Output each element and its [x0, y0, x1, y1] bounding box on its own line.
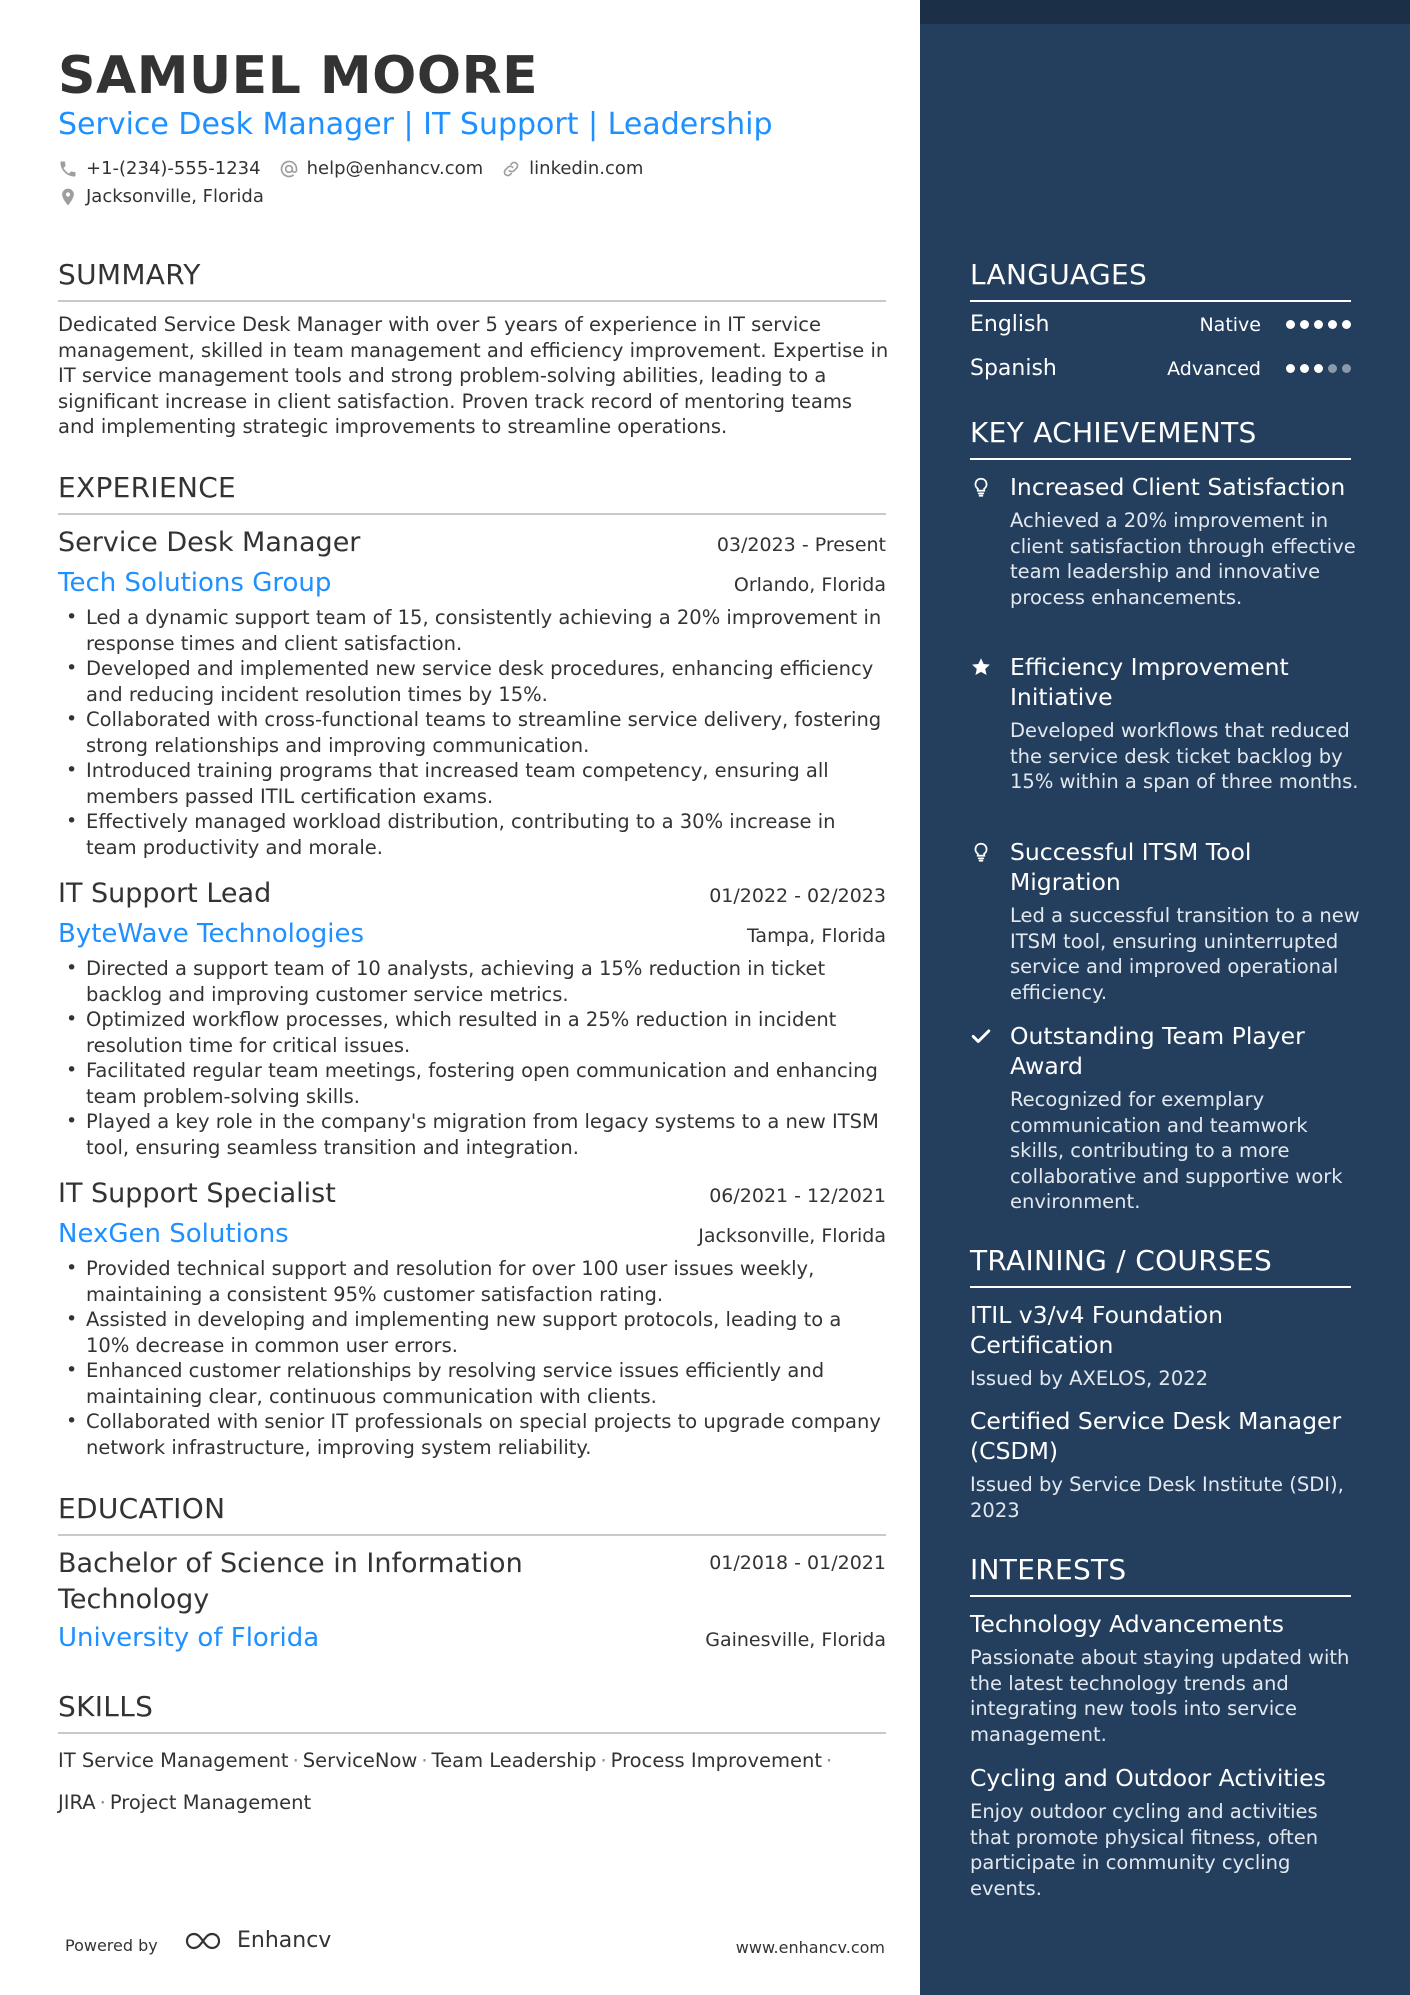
contact-linkedin — [501, 158, 643, 179]
proficiency-dot — [1286, 364, 1295, 373]
lightbulb-icon — [970, 476, 992, 498]
job-bullet: • Led a dynamic support team of 15, consistently achieving a 20% improvement in response times and client satisfaction. — [58, 605, 886, 656]
contact-phone — [58, 158, 261, 179]
job-bullet: • Developed and implemented new service desk procedures, enhancing efficiency and reducing incident resolution times by 15%. — [58, 656, 886, 707]
summary-heading: SUMMARY — [58, 258, 886, 302]
skill-item: JIRA — [58, 1791, 96, 1814]
interest-title: Technology Advancements — [970, 1610, 1284, 1638]
contact-row — [58, 158, 661, 179]
job-entry — [58, 525, 886, 860]
achievement-desc: Led a successful transition to a new ITSM tool, ensuring uninterrupted service and improved operational efficiency. — [1010, 904, 1360, 1004]
language-row — [970, 312, 1351, 337]
languages-heading: LANGUAGES — [970, 258, 1351, 302]
linkedin-link[interactable]: linkedin.com — [529, 158, 644, 179]
enhancv-brand-text: Enhancv — [237, 1928, 332, 1953]
language-level: Native — [1199, 313, 1261, 336]
interest-item — [970, 1609, 1360, 1747]
footer-website-link[interactable]: www.enhancv.com — [735, 1938, 885, 1957]
achievement-desc: Recognized for exemplary communication and teamwork skills, contributing to a more collaborative and supportive work environment. — [1010, 1088, 1343, 1213]
interest-item — [970, 1763, 1360, 1901]
proficiency-dot — [1314, 364, 1323, 373]
candidate-name: SAMUEL MOORE — [58, 46, 539, 106]
job-entry — [58, 876, 886, 1160]
lightbulb-icon — [970, 841, 992, 863]
education-entry — [58, 1546, 886, 1656]
job-bullet: • Effectively managed workload distribution, contributing to a 30% increase in team productivity and morale. — [58, 809, 886, 860]
checkmark-icon — [970, 1025, 992, 1047]
enhancv-logo-icon — [183, 1929, 229, 1953]
interest-desc: Passionate about staying updated with the latest technology trends and integrating new tools into service management. — [970, 1646, 1350, 1746]
language-row — [970, 356, 1351, 381]
language-name: Spanish — [970, 356, 1057, 381]
star-icon — [970, 656, 992, 678]
achievement-item — [970, 837, 1360, 1005]
education-date: 01/2018 - 01/2021 — [709, 1552, 886, 1574]
location-text: Jacksonville, Florida — [86, 186, 264, 207]
course-desc: Issued by Service Desk Institute (SDI), 2023 — [970, 1473, 1344, 1522]
skill-item: Process Improvement — [610, 1749, 823, 1772]
skill-separator: · — [292, 1749, 299, 1772]
degree-line: Technology — [58, 1584, 210, 1615]
job-bullet: • Optimized workflow processes, which resulted in a 25% reduction in incident resolution time for critical issues. — [58, 1007, 886, 1058]
skills-list — [58, 1740, 886, 1824]
summary-text: Dedicated Service Desk Manager with over 5 years of experience in IT service management, skilled in team management and efficiency improvement. Expertise in IT service management tools and strong problem-solving abilities, leading to a significant increase in client satisfaction. Proven track record of mentoring teams and implementing strategic improvements to streamline operations. — [58, 313, 889, 438]
language-proficiency-dots — [1281, 364, 1351, 373]
job-company: Tech Solutions Group — [58, 568, 332, 598]
candidate-title: Service Desk Manager | IT Support | Leadership — [58, 107, 773, 142]
proficiency-dot — [1314, 320, 1323, 329]
job-date: 06/2021 - 12/2021 — [709, 1185, 886, 1207]
phone-text[interactable]: +1-(234)-555-1234 — [86, 158, 261, 179]
achievement-item — [970, 652, 1360, 795]
course-title: Certified Service Desk Manager (CSDM) — [970, 1407, 1342, 1465]
job-date: 01/2022 - 02/2023 — [709, 885, 886, 907]
interest-desc: Enjoy outdoor cycling and activities that promote physical fitness, often participate in community cycling events. — [970, 1800, 1319, 1900]
proficiency-dot — [1328, 320, 1337, 329]
skill-separator: · — [421, 1749, 428, 1772]
job-bullet: • Facilitated regular team meetings, fostering open communication and enhancing team problem-solving skills. — [58, 1058, 886, 1109]
sidebar-top-band — [920, 0, 1410, 24]
interests-heading: INTERESTS — [970, 1553, 1351, 1597]
job-bullet: • Assisted in developing and implementing new support protocols, leading to a 10% decrease in common user errors. — [58, 1307, 886, 1358]
course-title: ITIL v3/v4 Foundation Certification — [970, 1301, 1224, 1359]
job-bullet: • Directed a support team of 10 analysts, achieving a 15% reduction in ticket backlog and improving customer service metrics. — [58, 956, 886, 1007]
job-location: Orlando, Florida — [733, 574, 886, 596]
footer — [65, 1928, 885, 1968]
job-entry — [58, 1176, 886, 1460]
at-icon — [279, 159, 299, 179]
location-pin-icon — [58, 187, 78, 207]
proficiency-dot — [1342, 320, 1351, 329]
job-company: NexGen Solutions — [58, 1219, 289, 1249]
language-name: English — [970, 312, 1050, 337]
proficiency-dot — [1300, 320, 1309, 329]
job-bullets — [58, 605, 886, 860]
job-bullet: • Enhanced customer relationships by resolving service issues efficiently and maintaining clear, continuous communication with clients. — [58, 1358, 886, 1409]
enhancv-logo[interactable] — [183, 1928, 331, 1953]
achievement-item — [970, 472, 1360, 610]
job-role: Service Desk Manager — [58, 527, 361, 558]
job-date: 03/2023 - Present — [716, 534, 886, 556]
job-location: Tampa, Florida — [746, 925, 886, 947]
achievement-title: Increased Client Satisfaction — [1010, 473, 1346, 501]
contact-location — [58, 186, 282, 207]
language-level: Advanced — [1167, 357, 1261, 380]
achievement-desc: Achieved a 20% improvement in client satisfaction through effective team leadership and innovative process enhancements. — [1010, 509, 1356, 609]
achievement-title: Efficiency Improvement Initiative — [1010, 653, 1289, 711]
email-link[interactable]: help@enhancv.com — [306, 158, 484, 179]
school-name: University of Florida — [58, 1623, 320, 1653]
job-bullets — [58, 956, 886, 1160]
achievement-title: Successful ITSM Tool Migration — [1010, 838, 1252, 896]
achievement-title: Outstanding Team Player Award — [1010, 1022, 1305, 1080]
proficiency-dot — [1286, 320, 1295, 329]
contact-email — [279, 158, 484, 179]
location-item — [58, 186, 264, 207]
skill-separator: · — [99, 1791, 106, 1814]
link-icon — [501, 159, 521, 179]
proficiency-dot-empty — [1342, 364, 1351, 373]
proficiency-dot-empty — [1328, 364, 1337, 373]
phone-icon — [58, 159, 78, 179]
skills-heading: SKILLS — [58, 1690, 886, 1734]
job-bullets — [58, 1256, 886, 1460]
job-role: IT Support Specialist — [58, 1178, 336, 1209]
education-heading: EDUCATION — [58, 1492, 886, 1536]
sidebar — [920, 0, 1410, 1995]
job-role: IT Support Lead — [58, 878, 272, 909]
achievement-desc: Developed workflows that reduced the service desk ticket backlog by 15% within a span of three months. — [1010, 719, 1359, 793]
interest-title: Cycling and Outdoor Activities — [970, 1764, 1326, 1792]
job-bullet: • Collaborated with senior IT professionals on special projects to upgrade company network infrastructure, improving system reliability. — [58, 1409, 886, 1460]
job-bullet: • Introduced training programs that increased team competency, ensuring all members passed ITIL certification exams. — [58, 758, 886, 809]
skill-item: Team Leadership — [431, 1749, 597, 1772]
language-proficiency-dots — [1281, 320, 1351, 329]
skill-item: IT Service Management — [58, 1749, 289, 1772]
powered-by-text: Powered by — [65, 1936, 158, 1955]
job-bullet: • Collaborated with cross-functional teams to streamline service delivery, fostering strong relationships and improving communication. — [58, 707, 886, 758]
course-item — [970, 1300, 1360, 1392]
skill-item: ServiceNow — [302, 1749, 418, 1772]
proficiency-dot — [1300, 364, 1309, 373]
degree-line: Bachelor of Science in Information — [58, 1548, 523, 1579]
school-location: Gainesville, Florida — [705, 1629, 886, 1651]
skill-separator: · — [600, 1749, 607, 1772]
experience-heading: EXPERIENCE — [58, 471, 886, 515]
training-heading: TRAINING / COURSES — [970, 1244, 1351, 1288]
job-company: ByteWave Technologies — [58, 919, 365, 949]
job-bullet: • Played a key role in the company's migration from legacy systems to a new ITSM tool, ensuring seamless transition and integration. — [58, 1109, 886, 1160]
achievements-heading: KEY ACHIEVEMENTS — [970, 416, 1351, 460]
job-bullet: • Provided technical support and resolution for over 100 user issues weekly, maintaining a consistent 95% customer satisfaction rating. — [58, 1256, 886, 1307]
course-desc: Issued by AXELOS, 2022 — [970, 1367, 1209, 1390]
achievement-item — [970, 1021, 1360, 1215]
skill-separator: · — [826, 1749, 833, 1772]
job-location: Jacksonville, Florida — [698, 1225, 886, 1247]
course-item — [970, 1406, 1360, 1523]
skill-item: Project Management — [109, 1791, 312, 1814]
